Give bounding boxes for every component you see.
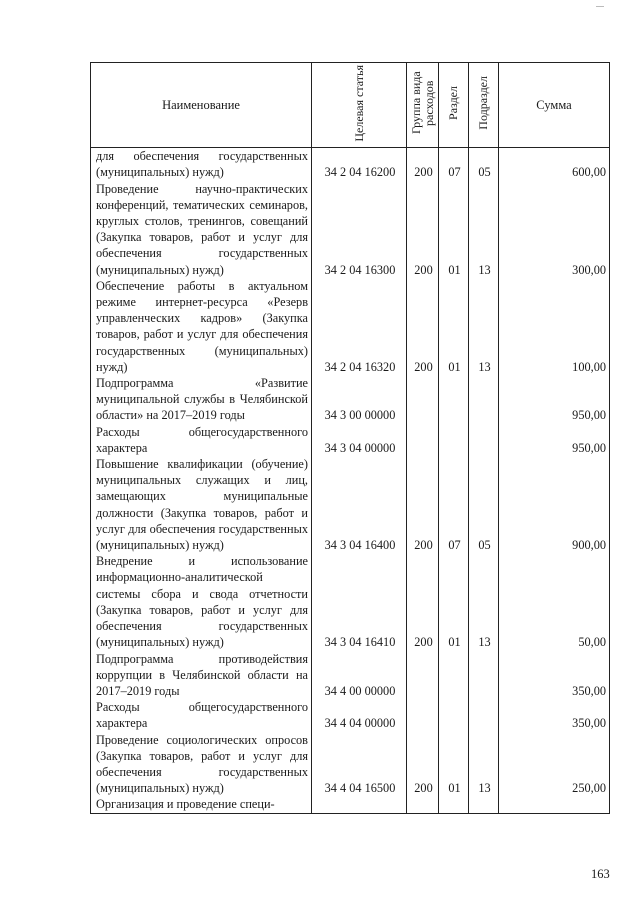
cell-group (407, 424, 439, 456)
cell-subsection: 13 (469, 553, 499, 650)
cell-subsection: 05 (469, 148, 499, 181)
header-name: Наименование (91, 63, 312, 148)
cell-target: 34 3 04 16400 (312, 456, 407, 553)
cell-subsection (469, 796, 499, 813)
cell-group (407, 375, 439, 424)
cell-name: Внедрение и использование информационно-аналитической системы сбора и свода отчетности (Закупка товаров, работ и услуг для обеспечения государственных (муниципальных) нужд) (91, 553, 312, 650)
cell-sum: 300,00 (499, 181, 610, 278)
cell-subsection (469, 651, 499, 700)
cell-section (439, 651, 469, 700)
cell-name: Проведение социологических опросов (Закупка товаров, работ и услуг для обеспечения государственных (муниципальных) нужд) (91, 732, 312, 797)
cell-section (439, 699, 469, 731)
cell-section: 07 (439, 148, 469, 181)
budget-table (90, 62, 610, 814)
cell-target: 34 4 00 00000 (312, 651, 407, 700)
cell-target: 34 3 00 00000 (312, 375, 407, 424)
table-row (91, 278, 610, 375)
cell-sum: 100,00 (499, 278, 610, 375)
cell-section: 01 (439, 553, 469, 650)
table-header-row (91, 63, 610, 148)
cell-sum: 250,00 (499, 732, 610, 797)
cell-subsection: 13 (469, 278, 499, 375)
cell-name: Расходы общегосударственного характера (91, 699, 312, 731)
cell-group: 200 (407, 456, 439, 553)
cell-target (312, 796, 407, 813)
header-group: Группа вида расходов (407, 63, 439, 148)
cell-name: Организация и проведение специ- (91, 796, 312, 813)
cell-name: Повышение квалификации (обучение) муниципальных служащих и лиц, замещающих муниципальные должности (Закупка товаров, работ и услуг для обеспечения государственных (муниципальных) нужд) (91, 456, 312, 553)
cell-sum (499, 796, 610, 813)
cell-subsection: 05 (469, 456, 499, 553)
table-row (91, 699, 610, 731)
table-body (91, 148, 610, 813)
cell-target: 34 2 04 16200 (312, 148, 407, 181)
cell-group (407, 699, 439, 731)
table-row (91, 796, 610, 813)
cell-section (439, 375, 469, 424)
cell-section: 01 (439, 732, 469, 797)
table-row (91, 424, 610, 456)
cell-name: Подпрограмма противодействия коррупции в Челябинской области на 2017–2019 годы (91, 651, 312, 700)
cell-sum: 950,00 (499, 375, 610, 424)
cell-sum: 950,00 (499, 424, 610, 456)
cell-name: Обеспечение работы в актуальном режиме интернет-ресурса «Резерв управленческих кадров» (Закупка товаров, работ и услуг для обеспечения государственных (муниципальных) нужд) (91, 278, 312, 375)
cell-subsection: 13 (469, 732, 499, 797)
cell-group (407, 796, 439, 813)
header-section: Раздел (439, 63, 469, 148)
cell-group: 200 (407, 732, 439, 797)
table-row (91, 148, 610, 181)
cell-sum: 350,00 (499, 699, 610, 731)
cell-sum: 900,00 (499, 456, 610, 553)
page-number: 163 (591, 867, 610, 881)
cell-section (439, 424, 469, 456)
cell-section: 01 (439, 278, 469, 375)
cell-subsection: 13 (469, 181, 499, 278)
cell-name: Расходы общегосударственного характера (91, 424, 312, 456)
cell-group (407, 651, 439, 700)
cell-target: 34 2 04 16300 (312, 181, 407, 278)
cell-group: 200 (407, 181, 439, 278)
cell-target: 34 4 04 00000 (312, 699, 407, 731)
cell-target: 34 3 04 00000 (312, 424, 407, 456)
cell-sum: 350,00 (499, 651, 610, 700)
table-row (91, 732, 610, 797)
table-row (91, 456, 610, 553)
cell-section (439, 796, 469, 813)
cell-group: 200 (407, 278, 439, 375)
header-sum: Сумма (499, 63, 610, 148)
cell-subsection (469, 699, 499, 731)
cell-target: 34 2 04 16320 (312, 278, 407, 375)
scan-mark (596, 6, 604, 7)
cell-name: для обеспечения государственных (муниципальных) нужд) (91, 148, 312, 181)
cell-sum: 600,00 (499, 148, 610, 181)
cell-group: 200 (407, 148, 439, 181)
header-target: Целевая статья (312, 63, 407, 148)
header-subsection: Подраздел (469, 63, 499, 148)
cell-name: Проведение научно-практических конференций, тематических семинаров, круглых столов, тренингов, совещаний (Закупка товаров, работ и услуг для обеспечения государственных (муниципальных) нужд) (91, 181, 312, 278)
cell-section: 07 (439, 456, 469, 553)
table-row (91, 553, 610, 650)
cell-sum: 50,00 (499, 553, 610, 650)
cell-subsection (469, 375, 499, 424)
cell-name: Подпрограмма «Развитие муниципальной службы в Челябинской области» на 2017–2019 годы (91, 375, 312, 424)
cell-group: 200 (407, 553, 439, 650)
cell-subsection (469, 424, 499, 456)
cell-target: 34 4 04 16500 (312, 732, 407, 797)
cell-target: 34 3 04 16410 (312, 553, 407, 650)
table-row (91, 651, 610, 700)
cell-section: 01 (439, 181, 469, 278)
table-row (91, 181, 610, 278)
table-row (91, 375, 610, 424)
